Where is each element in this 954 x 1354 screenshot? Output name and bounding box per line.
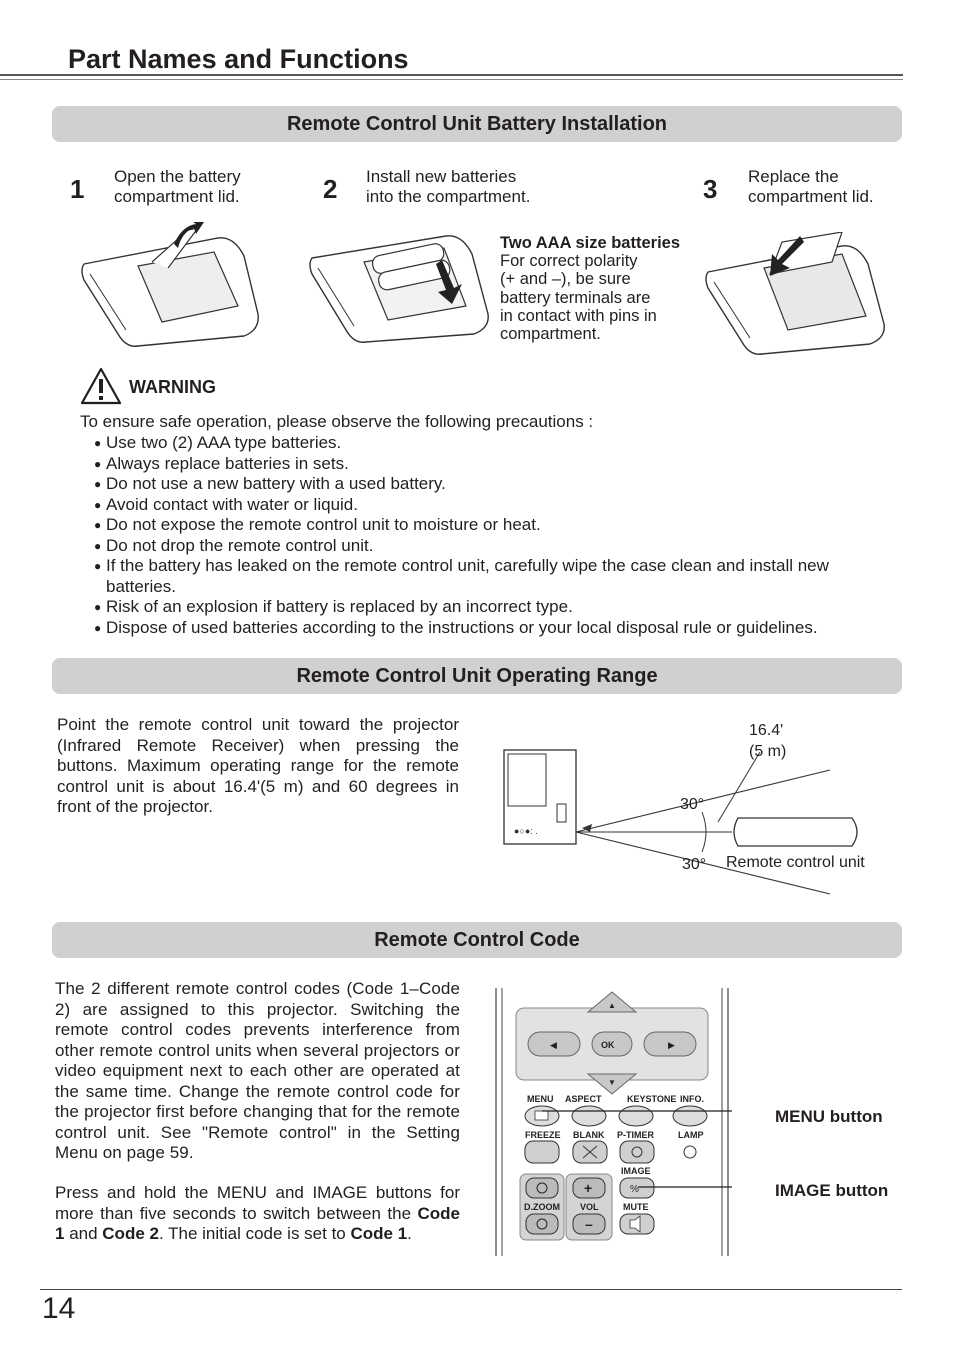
code-1-emphasis: Code 1 bbox=[350, 1224, 408, 1243]
menu-button-callout: MENU button bbox=[775, 1107, 883, 1126]
list-item: ● Dispose of used batteries according to the instructions or your local disposal rule or guidelines. bbox=[80, 618, 900, 639]
distance-pointer bbox=[718, 752, 760, 822]
down-arrow-icon: ▼ bbox=[608, 1078, 616, 1087]
battery-note bbox=[500, 234, 680, 343]
keystone-button[interactable] bbox=[619, 1106, 653, 1126]
code-paragraph-2-text: . The initial code is set to bbox=[158, 1224, 351, 1243]
info-button[interactable] bbox=[673, 1106, 707, 1126]
remote-buttons-closeup bbox=[492, 986, 732, 1258]
step-3-line1: Replace the bbox=[748, 167, 839, 186]
warning-list bbox=[80, 433, 900, 638]
zoom-out-button[interactable] bbox=[526, 1214, 558, 1234]
image-button-callout: IMAGE button bbox=[775, 1181, 889, 1200]
battery-note-line: For correct polarity bbox=[500, 252, 638, 271]
blank-label: BLANK bbox=[573, 1130, 605, 1140]
step-1-number: 1 bbox=[70, 174, 85, 204]
angle-bottom-label: 30° bbox=[682, 856, 707, 873]
list-item: ● Do not expose the remote control unit to moisture or heat. bbox=[80, 515, 900, 536]
aspect-button[interactable] bbox=[572, 1106, 606, 1126]
code-1-emphasis: Code 1 bbox=[55, 1203, 460, 1243]
remote-install-batteries-illustration bbox=[306, 228, 496, 346]
step-3-number: 3 bbox=[703, 174, 718, 204]
battery-note-line: battery terminals are bbox=[500, 288, 651, 307]
left-arrow-icon: ◀ bbox=[550, 1040, 557, 1050]
step-2-line2: into the compartment. bbox=[366, 187, 531, 206]
battery-section-heading: Remote Control Unit Battery Installation bbox=[52, 106, 902, 142]
step-3-text bbox=[748, 167, 874, 207]
list-item: ● Use two (2) AAA type batteries. bbox=[80, 433, 900, 454]
remote-control-label: Remote control unit bbox=[726, 854, 865, 871]
warning-label: WARNING bbox=[129, 377, 216, 397]
step-2-line1: Install new batteries bbox=[366, 167, 517, 186]
minus-icon: – bbox=[585, 1216, 593, 1232]
angle-top-label: 30° bbox=[680, 796, 705, 813]
ok-label: OK bbox=[601, 1040, 615, 1050]
code-paragraph-2 bbox=[55, 1183, 460, 1245]
code-2-emphasis: Code 2 bbox=[102, 1224, 159, 1243]
code-paragraph-1: The 2 different remote control codes (Code 1–Code 2) are assigned to this projector. Switching the remote control codes prevents interference from other remote control units when several projectors or video equipment next to each other are operated at the same time. Change the remote control code for the projector first before changing that for the remote control unit. See "Remote control" in the Setting Menu on page 59. bbox=[55, 979, 460, 1162]
step-1-line2: compartment lid. bbox=[114, 187, 240, 206]
step-1-text bbox=[114, 167, 241, 207]
aspect-label: ASPECT bbox=[565, 1094, 602, 1104]
plus-icon: + bbox=[584, 1180, 593, 1196]
lamp-icon[interactable] bbox=[684, 1146, 696, 1158]
list-item: ● Avoid contact with water or liquid. bbox=[80, 495, 900, 516]
code-section-heading: Remote Control Code bbox=[52, 922, 902, 958]
battery-note-title: Two AAA size batteries bbox=[500, 234, 681, 252]
projector-vents: ●○●: . bbox=[514, 826, 538, 836]
battery-note-line: in contact with pins in bbox=[500, 306, 657, 325]
remote-replace-lid-illustration bbox=[702, 232, 892, 360]
code-paragraph-2-text: . bbox=[407, 1224, 412, 1243]
mute-label: MUTE bbox=[623, 1202, 649, 1212]
remote-open-lid-illustration bbox=[78, 222, 263, 352]
menu-label: MENU bbox=[527, 1094, 554, 1104]
image-label: IMAGE bbox=[621, 1166, 651, 1176]
keystone-label: KEYSTONE bbox=[627, 1094, 677, 1104]
code-paragraph-2-text: and bbox=[64, 1224, 103, 1243]
step-2-number: 2 bbox=[323, 174, 338, 204]
info-label: INFO. bbox=[680, 1094, 704, 1104]
right-arrow-icon: ▶ bbox=[668, 1040, 675, 1050]
list-item: ● Do not drop the remote control unit. bbox=[80, 536, 900, 557]
battery-note-line: (+ and –), be sure bbox=[500, 270, 631, 289]
image-icon: % bbox=[630, 1184, 639, 1195]
ptimer-button[interactable] bbox=[620, 1141, 654, 1163]
footer-rule bbox=[40, 1289, 902, 1290]
page-title: Part Names and Functions bbox=[68, 44, 409, 74]
up-arrow-icon: ▲ bbox=[608, 1001, 616, 1010]
dzoom-label: D.ZOOM bbox=[524, 1202, 560, 1212]
code-paragraph-2-text: Press and hold the MENU and IMAGE buttons for more than five seconds to switch between the bbox=[55, 1183, 460, 1223]
vol-label: VOL bbox=[580, 1202, 599, 1212]
list-item: ● Risk of an explosion if battery is replaced by an incorrect type. bbox=[80, 597, 900, 618]
step-2-text bbox=[366, 167, 530, 207]
step-3-line2: compartment lid. bbox=[748, 187, 874, 206]
list-item: ● Always replace batteries in sets. bbox=[80, 454, 900, 475]
freeze-label: FREEZE bbox=[525, 1130, 561, 1140]
warning-intro: To ensure safe operation, please observe the following precautions : bbox=[80, 412, 594, 431]
step-1-line1: Open the battery bbox=[114, 167, 241, 186]
header-rule-thin bbox=[0, 79, 903, 80]
ir-receiver bbox=[557, 804, 566, 822]
zoom-in-button[interactable] bbox=[526, 1178, 558, 1198]
projector-panel bbox=[508, 754, 546, 806]
freeze-button[interactable] bbox=[525, 1141, 559, 1163]
page-number: 14 bbox=[42, 1292, 76, 1325]
menu-icon bbox=[535, 1111, 548, 1120]
lamp-label: LAMP bbox=[678, 1130, 704, 1140]
list-item: ● If the battery has leaked on the remote control unit, carefully wipe the case clean and install new batteries. bbox=[80, 556, 900, 597]
center-arrowhead bbox=[582, 824, 592, 832]
range-description: Point the remote control unit toward the projector (Infrared Remote Receiver) when pressing the buttons. Maximum operating range for the remote control unit is about 16.4'(5 m) and 60 degrees in front of the projector. bbox=[57, 715, 459, 816]
ptimer-label: P-TIMER bbox=[617, 1130, 654, 1140]
distance-feet: 16.4' bbox=[749, 722, 784, 739]
distance-meters: (5 m) bbox=[749, 743, 787, 760]
range-section-heading: Remote Control Unit Operating Range bbox=[52, 658, 902, 694]
remote-control-shape bbox=[734, 818, 857, 846]
battery-note-line: compartment. bbox=[500, 325, 601, 344]
warning-icon bbox=[80, 367, 122, 405]
header-rule bbox=[0, 74, 903, 76]
list-item: ● Do not use a new battery with a used battery. bbox=[80, 474, 900, 495]
